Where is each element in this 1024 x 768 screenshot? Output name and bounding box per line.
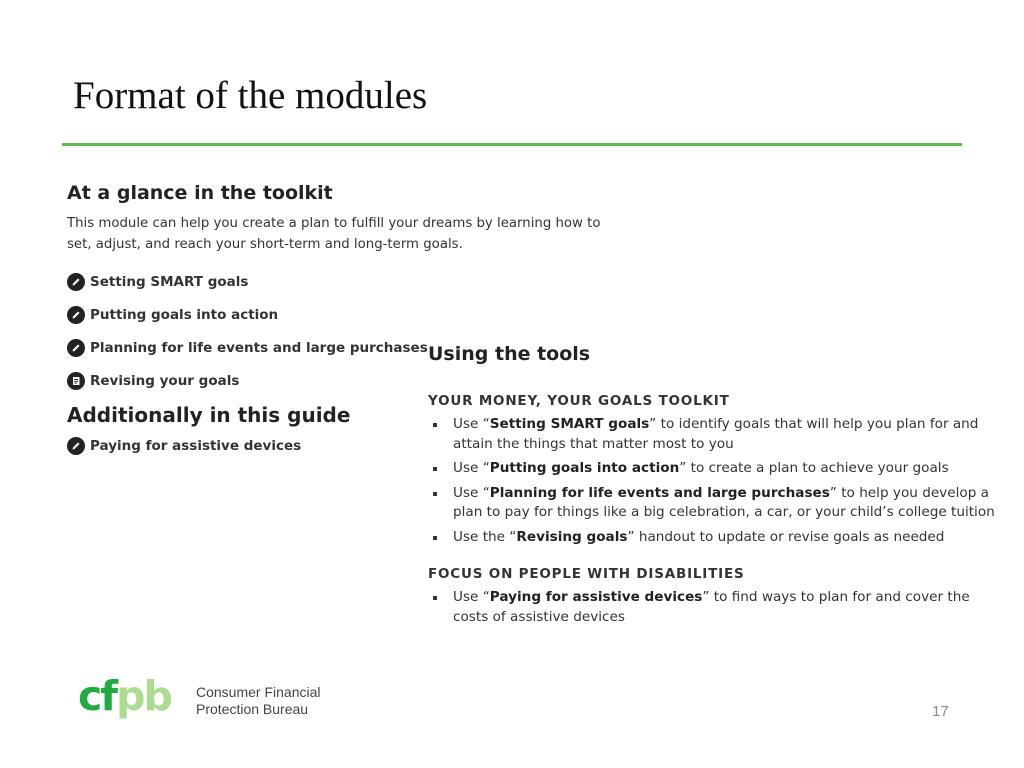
list-item <box>67 265 627 298</box>
logo-line-2: Protection Bureau <box>196 701 309 717</box>
tool-label: Revising your goals <box>90 372 240 389</box>
document-icon <box>67 372 85 390</box>
tool-label: Paying for assistive devices <box>90 437 302 454</box>
title-divider <box>62 143 962 146</box>
using-tools-section <box>428 343 998 632</box>
using-tools-heading: Using the tools <box>428 343 591 365</box>
cfpb-logo <box>78 674 321 728</box>
slide-title: Format of the modules <box>73 74 428 117</box>
logo-line-1: Consumer Financial <box>196 684 321 700</box>
pencil-icon <box>67 437 85 455</box>
svg-text:cfpb: cfpb <box>78 674 171 720</box>
page-number: 17 <box>932 703 949 720</box>
logo-wordmark <box>196 684 321 718</box>
list-item: Use “Paying for assistive devices” to find ways to plan for and cover the costs of assistive devices <box>428 588 998 627</box>
at-a-glance-heading: At a glance in the toolkit <box>67 182 333 204</box>
list-item: Use “Setting SMART goals” to identify goals that will help you plan for and attain the things that matter most to you <box>428 415 998 454</box>
pencil-icon <box>67 273 85 291</box>
toolkit-subhead: YOUR MONEY, YOUR GOALS TOOLKIT <box>428 393 730 409</box>
tool-label: Planning for life events and large purchases <box>90 339 428 356</box>
list-item <box>67 298 627 331</box>
list-item: Use “Putting goals into action” to create a plan to achieve your goals <box>428 459 998 479</box>
list-item: Use “Planning for life events and large purchases” to help you develop a plan to pay for things like a big celebration, a car, or your child’s college tuition <box>428 484 998 523</box>
focus-subhead: FOCUS ON PEOPLE WITH DISABILITIES <box>428 566 745 582</box>
tool-label: Setting SMART goals <box>90 273 249 290</box>
additionally-heading: Additionally in this guide <box>67 403 351 427</box>
list-item: Use the “Revising goals” handout to update or revise goals as needed <box>428 528 998 548</box>
pencil-icon <box>67 306 85 324</box>
toolkit-bullets <box>428 415 998 547</box>
at-a-glance-intro: This module can help you create a plan to fulfill your dreams by learning how to set, adjust, and reach your short-term and long-term goals. <box>67 216 601 252</box>
focus-bullets <box>428 588 998 627</box>
tool-label: Putting goals into action <box>90 306 279 323</box>
pencil-icon <box>67 339 85 357</box>
cfpb-logo-mark <box>78 674 184 728</box>
